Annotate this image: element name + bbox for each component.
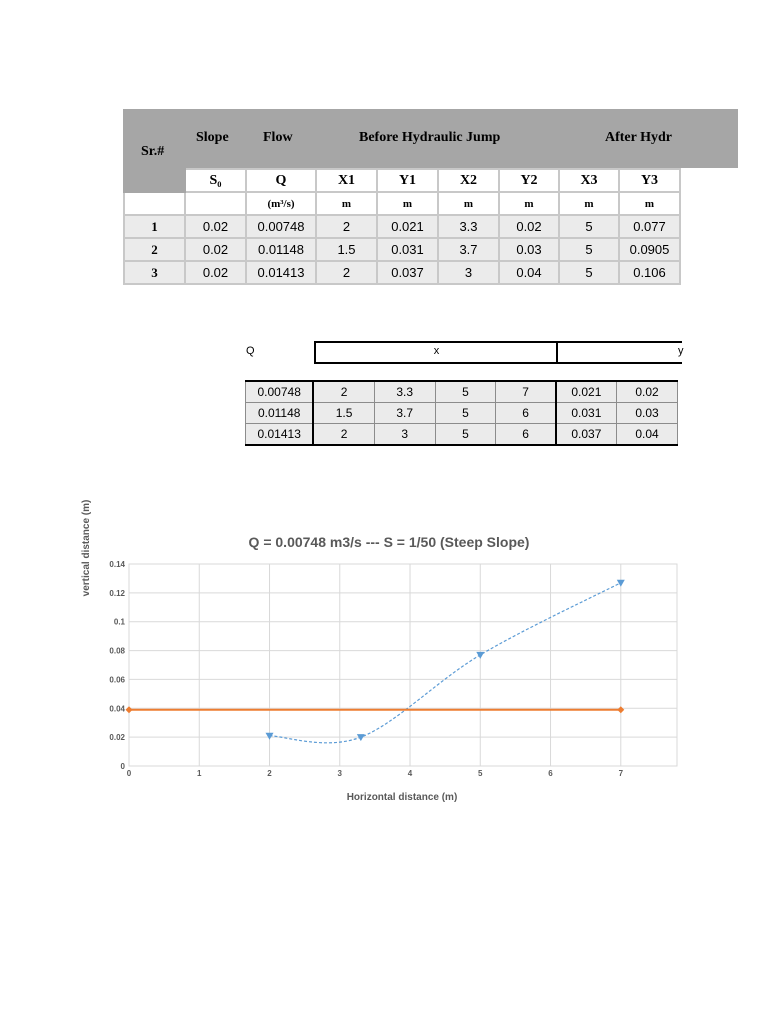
table-cell: 0.037 [377, 261, 438, 284]
table-row [124, 261, 680, 284]
y-tick-label: 0 [120, 762, 125, 771]
table-cell: 0.02 [499, 215, 559, 238]
table-cell: 3.3 [438, 215, 499, 238]
table1-header-clip [123, 109, 678, 169]
data-point-marker [266, 733, 274, 740]
symbol-cell: Q [246, 169, 316, 192]
unit-cell: m [377, 192, 438, 215]
symbol-cell: X1 [316, 169, 377, 192]
chart-grid [129, 564, 677, 766]
x-tick-label: 1 [197, 769, 202, 778]
table-cell: 0.04 [617, 424, 678, 446]
table-cell: 0.031 [556, 403, 617, 424]
data-point-marker [617, 580, 625, 587]
unit-cell: m [559, 192, 619, 215]
table-cell: 0.03 [499, 238, 559, 261]
table-cell: 5 [435, 381, 496, 403]
table-cell: 0.01148 [246, 238, 316, 261]
header-before-hydraulic-jump: Before Hydraulic Jump [359, 130, 501, 145]
symbol-cell: Y3 [619, 169, 680, 192]
y-axis-label: vertical distance (m) [81, 499, 92, 597]
table2-x-header [314, 341, 558, 364]
symbol-cell: Y2 [499, 169, 559, 192]
table-cell: 7 [496, 381, 556, 403]
sr-cell: 2 [124, 238, 185, 261]
x-tick-label: 2 [267, 769, 272, 778]
table-cell: 1.5 [313, 403, 374, 424]
x-tick-label: 5 [478, 769, 483, 778]
y-tick-label: 0.12 [109, 588, 125, 598]
table-cell: 5 [559, 238, 619, 261]
table-cell: 3.7 [374, 403, 435, 424]
table-cell: 0.00748 [246, 215, 316, 238]
header-flow: Flow [263, 130, 293, 145]
chart-title: Q = 0.00748 m3/s --- S = 1/50 (Steep Slope) [248, 534, 530, 550]
table-row [246, 424, 678, 446]
plot-area [129, 564, 677, 766]
q-cell: 0.00748 [246, 381, 314, 403]
table2-x-label: x [433, 345, 440, 357]
header-slope: Slope [196, 130, 229, 145]
table-cell: 0.02 [185, 261, 246, 284]
table-cell: 6 [496, 424, 556, 446]
table1-grid [123, 168, 681, 285]
table-cell: 1.5 [316, 238, 377, 261]
table-cell: 3.3 [374, 381, 435, 403]
symbol-cell: X2 [438, 169, 499, 192]
table-cell: 0.02 [185, 238, 246, 261]
q-cell: 0.01148 [246, 403, 314, 424]
x-tick-label: 6 [548, 769, 553, 778]
table-row [124, 238, 680, 261]
table-row [246, 381, 678, 403]
header-sr: Sr.# [141, 144, 165, 159]
y-tick-label: 0.14 [109, 560, 125, 569]
symbol-cell: S₀ [185, 169, 246, 192]
table2-y-label: y [678, 345, 684, 357]
table-cell: 2 [313, 424, 374, 446]
table2-grid [245, 380, 678, 446]
x-axis-label: Horizontal distance (m) [346, 792, 458, 803]
table-cell: 5 [435, 403, 496, 424]
header-after-hydraulic-jump: After Hydr [605, 130, 672, 145]
unit-cell: m [619, 192, 680, 215]
sr-cell: 1 [124, 215, 185, 238]
symbol-cell: Y1 [377, 169, 438, 192]
blank-cell [124, 169, 185, 192]
unit-cell: (m³/s) [246, 192, 316, 215]
table-cell: 6 [496, 403, 556, 424]
table-cell: 0.031 [377, 238, 438, 261]
table-cell: 5 [559, 261, 619, 284]
table-row [246, 403, 678, 424]
q-cell: 0.01413 [246, 424, 314, 446]
table-cell: 0.03 [617, 403, 678, 424]
table-cell: 0.04 [499, 261, 559, 284]
table-cell: 0.021 [556, 381, 617, 403]
y-tick-label: 0.1 [113, 617, 125, 627]
table2-clip [245, 380, 678, 450]
unit-cell: m [499, 192, 559, 215]
table-cell: 0.0905 [619, 238, 680, 261]
table-cell: 0.02 [617, 381, 678, 403]
symbol-cell: X3 [559, 169, 619, 192]
table2-q-label: Q [246, 345, 255, 357]
y-tick-label: 0.06 [109, 675, 125, 685]
data-point-marker [617, 706, 624, 713]
table-cell: 0.01413 [246, 261, 316, 284]
blank-cell [124, 192, 185, 215]
table-cell: 5 [435, 424, 496, 446]
chart-series [126, 580, 625, 743]
table-cell: 0.037 [556, 424, 617, 446]
table2-y-header [556, 341, 682, 364]
table1-symbol-row [124, 169, 680, 192]
unit-cell: m [438, 192, 499, 215]
series-line-0 [270, 583, 621, 743]
unit-cell [185, 192, 246, 215]
table-cell: 3.7 [438, 238, 499, 261]
table-cell: 0.02 [185, 215, 246, 238]
table-cell: 0.106 [619, 261, 680, 284]
y-tick-label: 0.04 [109, 704, 125, 714]
table-cell: 2 [313, 381, 374, 403]
table-cell: 5 [559, 215, 619, 238]
y-tick-label: 0.08 [109, 646, 125, 656]
table-cell: 0.021 [377, 215, 438, 238]
y-tick-label: 0.02 [109, 733, 125, 743]
table-row [124, 215, 680, 238]
x-tick-label: 4 [407, 769, 413, 778]
data-point-marker [126, 706, 133, 713]
sr-cell: 3 [124, 261, 185, 284]
x-tick-label: 3 [337, 769, 342, 778]
x-tick-label: 0 [126, 769, 132, 778]
table-cell: 0.077 [619, 215, 680, 238]
table-cell: 3 [374, 424, 435, 446]
table-cell: 3 [438, 261, 499, 284]
x-tick-label: 7 [618, 769, 624, 778]
table-cell: 2 [316, 261, 377, 284]
unit-cell: m [316, 192, 377, 215]
data-point-marker [476, 652, 484, 659]
table1-unit-row [124, 192, 680, 215]
line-chart [0, 480, 768, 810]
table-cell: 2 [316, 215, 377, 238]
